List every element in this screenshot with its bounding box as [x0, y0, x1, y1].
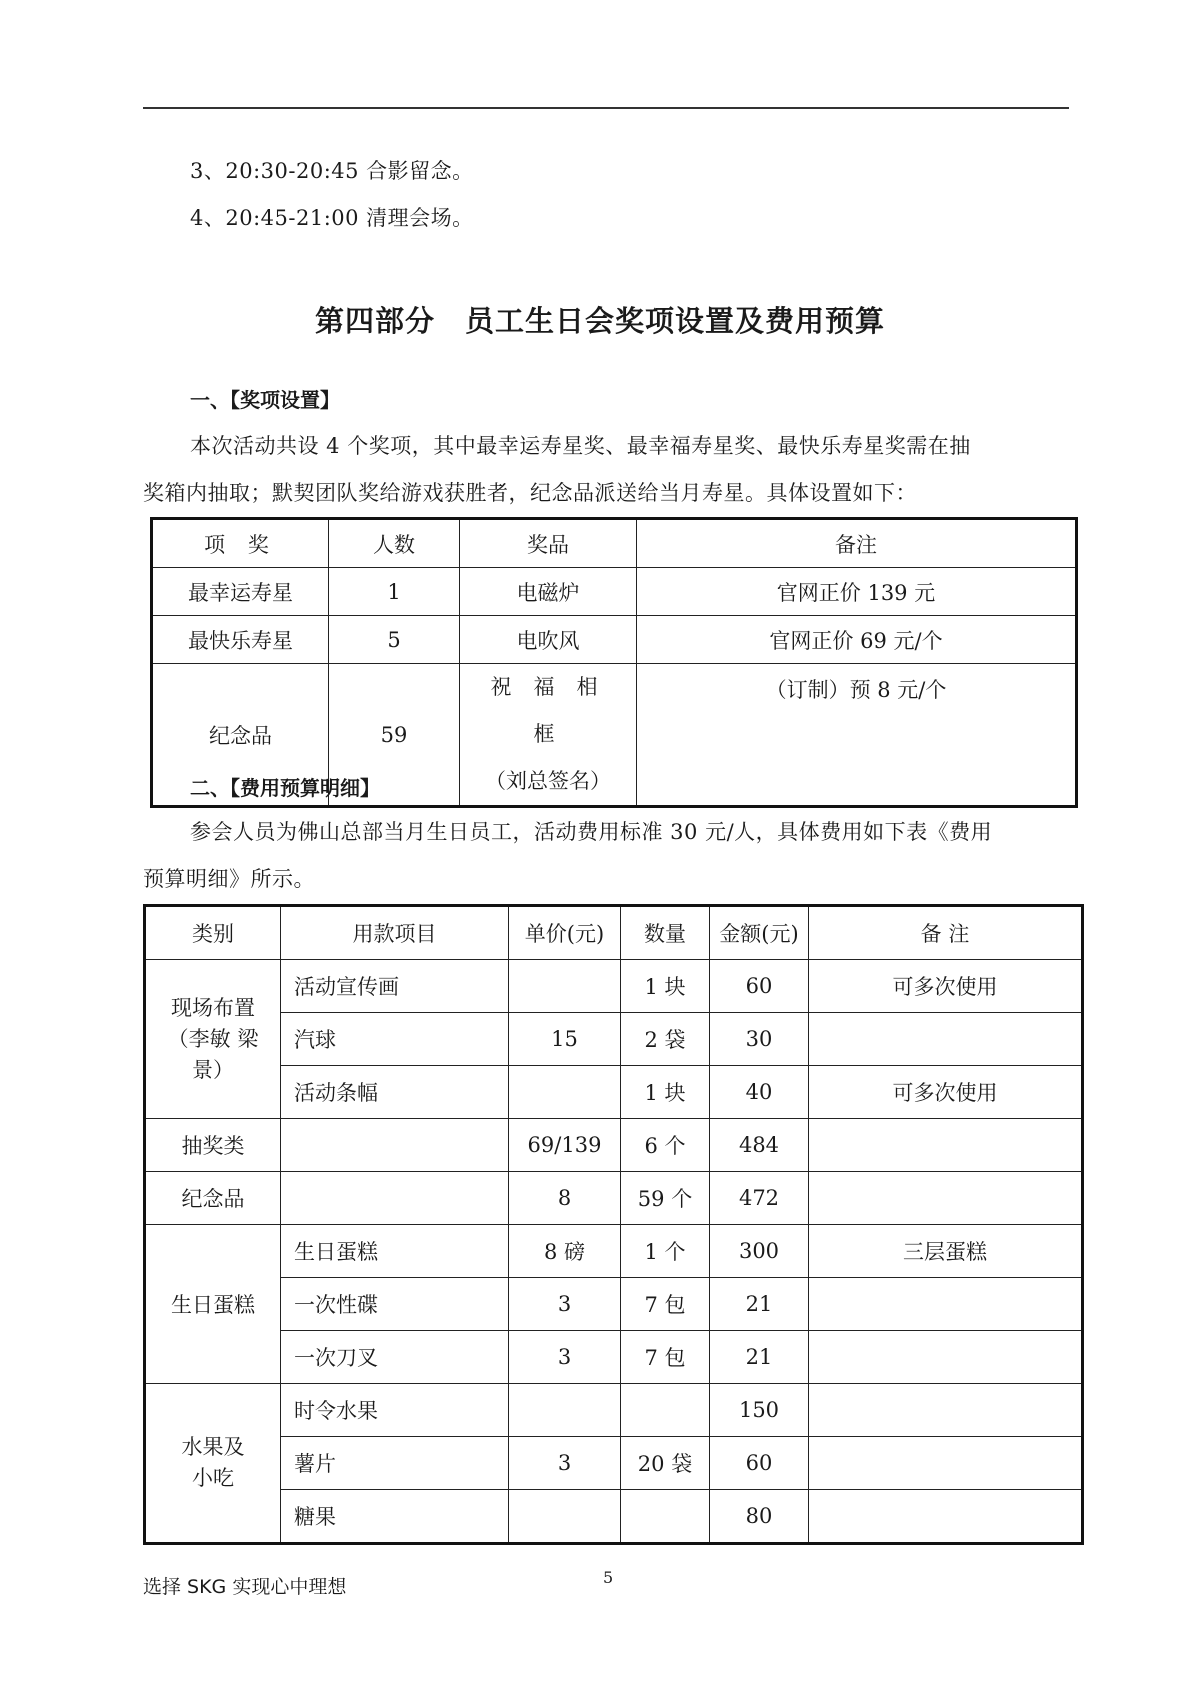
unit-price: 3: [509, 1278, 621, 1331]
remark: 三层蛋糕: [809, 1225, 1083, 1278]
category-lottery: 抽奖类: [145, 1119, 281, 1172]
remark: [809, 1172, 1083, 1225]
award-name: 纪念品: [152, 664, 329, 807]
award-count: 1: [329, 568, 460, 616]
remark: [809, 1119, 1083, 1172]
item-name: 糖果: [281, 1490, 509, 1544]
award-prize-cell: [460, 664, 637, 807]
table-row: [152, 568, 1077, 616]
amount: 40: [710, 1066, 809, 1119]
unit-price: 15: [509, 1013, 621, 1066]
quantity: 20 袋: [621, 1437, 710, 1490]
award-remark: 官网正价 69 元/个: [637, 616, 1077, 664]
header-cell: 奖品: [460, 519, 637, 568]
category-souvenir: 纪念品: [145, 1172, 281, 1225]
remark: [809, 1437, 1083, 1490]
award-prize-note: （刘总签名）: [485, 769, 611, 793]
award-prize: 电吹风: [460, 616, 637, 664]
remark: [809, 1331, 1083, 1384]
awards-intro-line-2: 奖箱内抽取；默契团队奖给游戏获胜者，纪念品派送给当月寿星。具体设置如下：: [143, 481, 917, 505]
category-label: 景）: [192, 1057, 234, 1082]
item-name: 汽球: [281, 1013, 509, 1066]
amount: 150: [710, 1384, 809, 1437]
amount: 80: [710, 1490, 809, 1544]
header-cell: 单价(元): [509, 906, 621, 960]
quantity: 6 个: [621, 1119, 710, 1172]
amount: 30: [710, 1013, 809, 1066]
unit-price: [509, 1384, 621, 1437]
table-row: [145, 1278, 1083, 1331]
amount: 472: [710, 1172, 809, 1225]
item-name: [281, 1172, 509, 1225]
header-cell: 备 注: [809, 906, 1083, 960]
award-prize: 祝福相框: [490, 675, 620, 746]
table-row: [152, 616, 1077, 664]
header-cell: 类别: [145, 906, 281, 960]
award-name: 最快乐寿星: [152, 616, 329, 664]
category-label: （李敏 梁: [167, 1026, 259, 1051]
header-cell: 项 奖: [152, 519, 329, 568]
item-name: 一次性碟: [281, 1278, 509, 1331]
header-cell: 备注: [637, 519, 1077, 568]
item-name: 一次刀叉: [281, 1331, 509, 1384]
item-name: 时令水果: [281, 1384, 509, 1437]
amount: 21: [710, 1278, 809, 1331]
award-count: 5: [329, 616, 460, 664]
item-name: 活动宣传画: [281, 960, 509, 1013]
amount: 484: [710, 1119, 809, 1172]
header-cell: 金额(元): [710, 906, 809, 960]
header-cell: 人数: [329, 519, 460, 568]
schedule-item-3: 3、20:30-20:45 合影留念。: [190, 159, 474, 183]
quantity: 2 袋: [621, 1013, 710, 1066]
table-row: [145, 1013, 1083, 1066]
quantity: [621, 1384, 710, 1437]
quantity: [621, 1490, 710, 1544]
unit-price: [509, 1490, 621, 1544]
table-row: [145, 960, 1083, 1013]
header-rule: [143, 107, 1069, 109]
remark: [809, 1013, 1083, 1066]
table-row: [145, 1066, 1083, 1119]
header-cell: 用款项目: [281, 906, 509, 960]
header-cell: 数量: [621, 906, 710, 960]
schedule-item-4: 4、20:45-21:00 清理会场。: [190, 206, 474, 230]
category-label: 小吃: [192, 1466, 234, 1490]
table-header-row: [145, 906, 1083, 960]
unit-price: 8 磅: [509, 1225, 621, 1278]
amount: 60: [710, 960, 809, 1013]
remark: 可多次使用: [809, 960, 1083, 1013]
table-row: [145, 1384, 1083, 1437]
amount: 60: [710, 1437, 809, 1490]
unit-price: 3: [509, 1331, 621, 1384]
item-name: 生日蛋糕: [281, 1225, 509, 1278]
unit-price: 3: [509, 1437, 621, 1490]
award-remark: 官网正价 139 元: [637, 568, 1077, 616]
category-cake: 生日蛋糕: [145, 1225, 281, 1384]
amount: 300: [710, 1225, 809, 1278]
budget-intro-line-2: 预算明细》所示。: [143, 867, 315, 891]
budget-intro-line-1: 参会人员为佛山总部当月生日员工，活动费用标准 30 元/人，具体费用如下表《费用: [190, 820, 993, 844]
awards-heading: 一、【奖项设置】: [190, 388, 340, 412]
quantity: 1 块: [621, 1066, 710, 1119]
amount: 21: [710, 1331, 809, 1384]
table-row: [145, 1490, 1083, 1544]
footer-slogan: 选择 SKG 实现心中理想: [143, 1576, 347, 1598]
category-snack: [145, 1384, 281, 1544]
award-remark: （订制）预 8 元/个: [637, 664, 1077, 807]
item-name: 薯片: [281, 1437, 509, 1490]
award-name: 最幸运寿星: [152, 568, 329, 616]
remark: [809, 1490, 1083, 1544]
category-label: 现场布置: [171, 995, 255, 1020]
unit-price: [509, 1066, 621, 1119]
unit-price: 69/139: [509, 1119, 621, 1172]
section-title: 第四部分 员工生日会奖项设置及费用预算: [314, 304, 885, 338]
table-row: [145, 1172, 1083, 1225]
award-prize: 电磁炉: [460, 568, 637, 616]
table-header-row: [152, 519, 1077, 568]
category-site: [145, 960, 281, 1119]
table-row: [145, 1331, 1083, 1384]
table-row: [145, 1437, 1083, 1490]
table-row: [145, 1225, 1083, 1278]
quantity: 59 个: [621, 1172, 710, 1225]
awards-intro-line-1: 本次活动共设 4 个奖项，其中最幸运寿星奖、最幸福寿星奖、最快乐寿星奖需在抽: [190, 434, 971, 458]
awards-table: [150, 517, 1078, 808]
budget-table: [143, 904, 1084, 1545]
quantity: 7 包: [621, 1331, 710, 1384]
item-name: 活动条幅: [281, 1066, 509, 1119]
page-number: 5: [603, 1568, 614, 1587]
item-name: [281, 1119, 509, 1172]
remark: [809, 1278, 1083, 1331]
quantity: 1 块: [621, 960, 710, 1013]
category-label: 水果及: [181, 1435, 245, 1459]
unit-price: [509, 960, 621, 1013]
award-count: 59: [329, 664, 460, 807]
quantity: 1 个: [621, 1225, 710, 1278]
table-row: [145, 1119, 1083, 1172]
quantity: 7 包: [621, 1278, 710, 1331]
budget-heading: 二、【费用预算明细】: [190, 776, 380, 800]
remark: 可多次使用: [809, 1066, 1083, 1119]
unit-price: 8: [509, 1172, 621, 1225]
remark: [809, 1384, 1083, 1437]
